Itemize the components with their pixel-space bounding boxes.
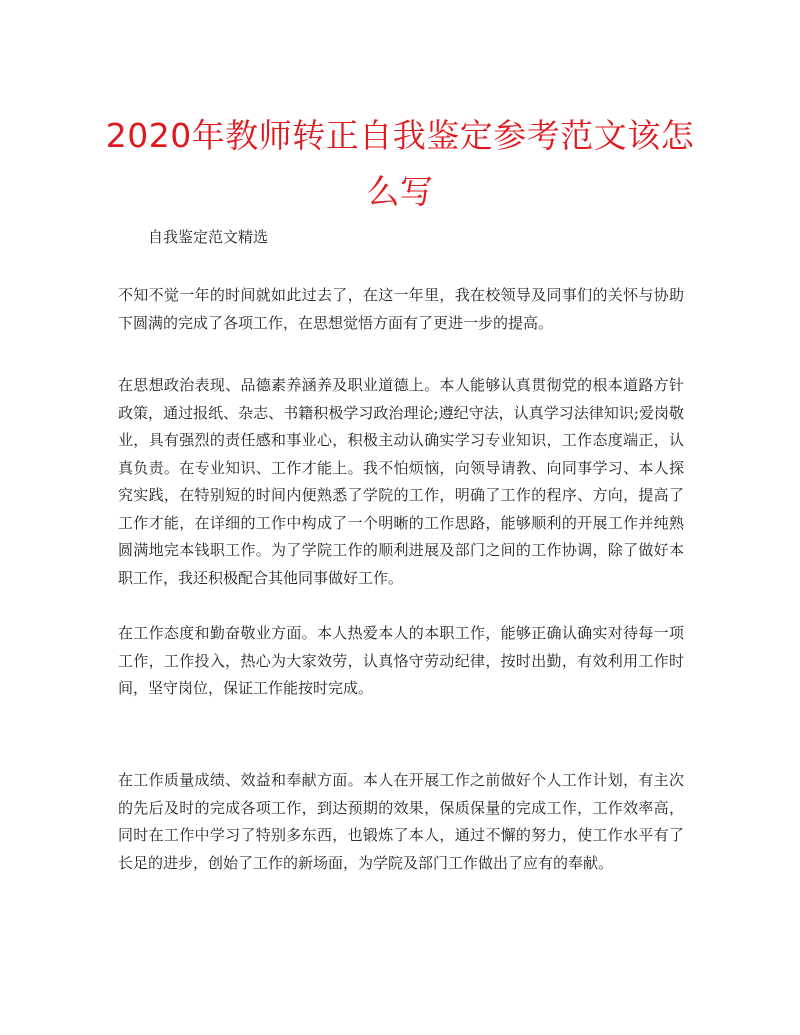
document-subtitle: 自我鉴定范文精选 (148, 228, 269, 246)
document-title: 2020年教师转正自我鉴定参考范文该怎么写 (105, 116, 695, 211)
paragraph-attitude: 在工作态度和勤奋敬业方面。本人热爱本人的本职工作，能够正确认确实对待每一项工作，工作投入，热心为大家效劳，认真恪守劳动纪律，按时出勤，有效利用工作时间，坚守岗位，保证工作能按时完成。 (118, 624, 684, 697)
paragraph-quality: 在工作质量成绩、效益和奉献方面。本人在开展工作之前做好个人工作计划，有主次的先后及时的完成各项工作，到达预期的效果，保质保量的完成工作，工作效率高，同时在工作中学习了特别多东西，也锻炼了本人，通过不懈的努力，使工作水平有了长足的进步，创始了工作的新场面，为学院及部门工作做出了应有的奉献。 (118, 771, 684, 872)
paragraph-intro: 不知不觉一年的时间就如此过去了，在这一年里，我在校领导及同事们的关怀与协助下圆满的完成了各项工作，在思想觉悟方面有了更进一步的提高。 (118, 286, 684, 332)
paragraph-political: 在思想政治表现、品德素养涵养及职业道德上。本人能够认真贯彻党的根本道路方针政策，通过报纸、杂志、书籍积极学习政治理论;遵纪守法，认真学习法律知识;爱岗敬业，具有强烈的责任感和事业心，积极主动认确实学习专业知识，工作态度端正，认真负责。在专业知识、工作才能上。我不怕烦恼，向领导请教、向同事学习、本人探究实践，在特别短的时间内便熟悉了学院的工作，明确了工作的程序、方向，提高了工作才能，在详细的工作中构成了一个明晰的工作思路，能够顺利的开展工作并纯熟圆满地完本钱职工作。为了学院工作的顺利进展及部门之间的工作协调，除了做好本职工作，我还积极配合其他同事做好工作。 (118, 376, 684, 587)
